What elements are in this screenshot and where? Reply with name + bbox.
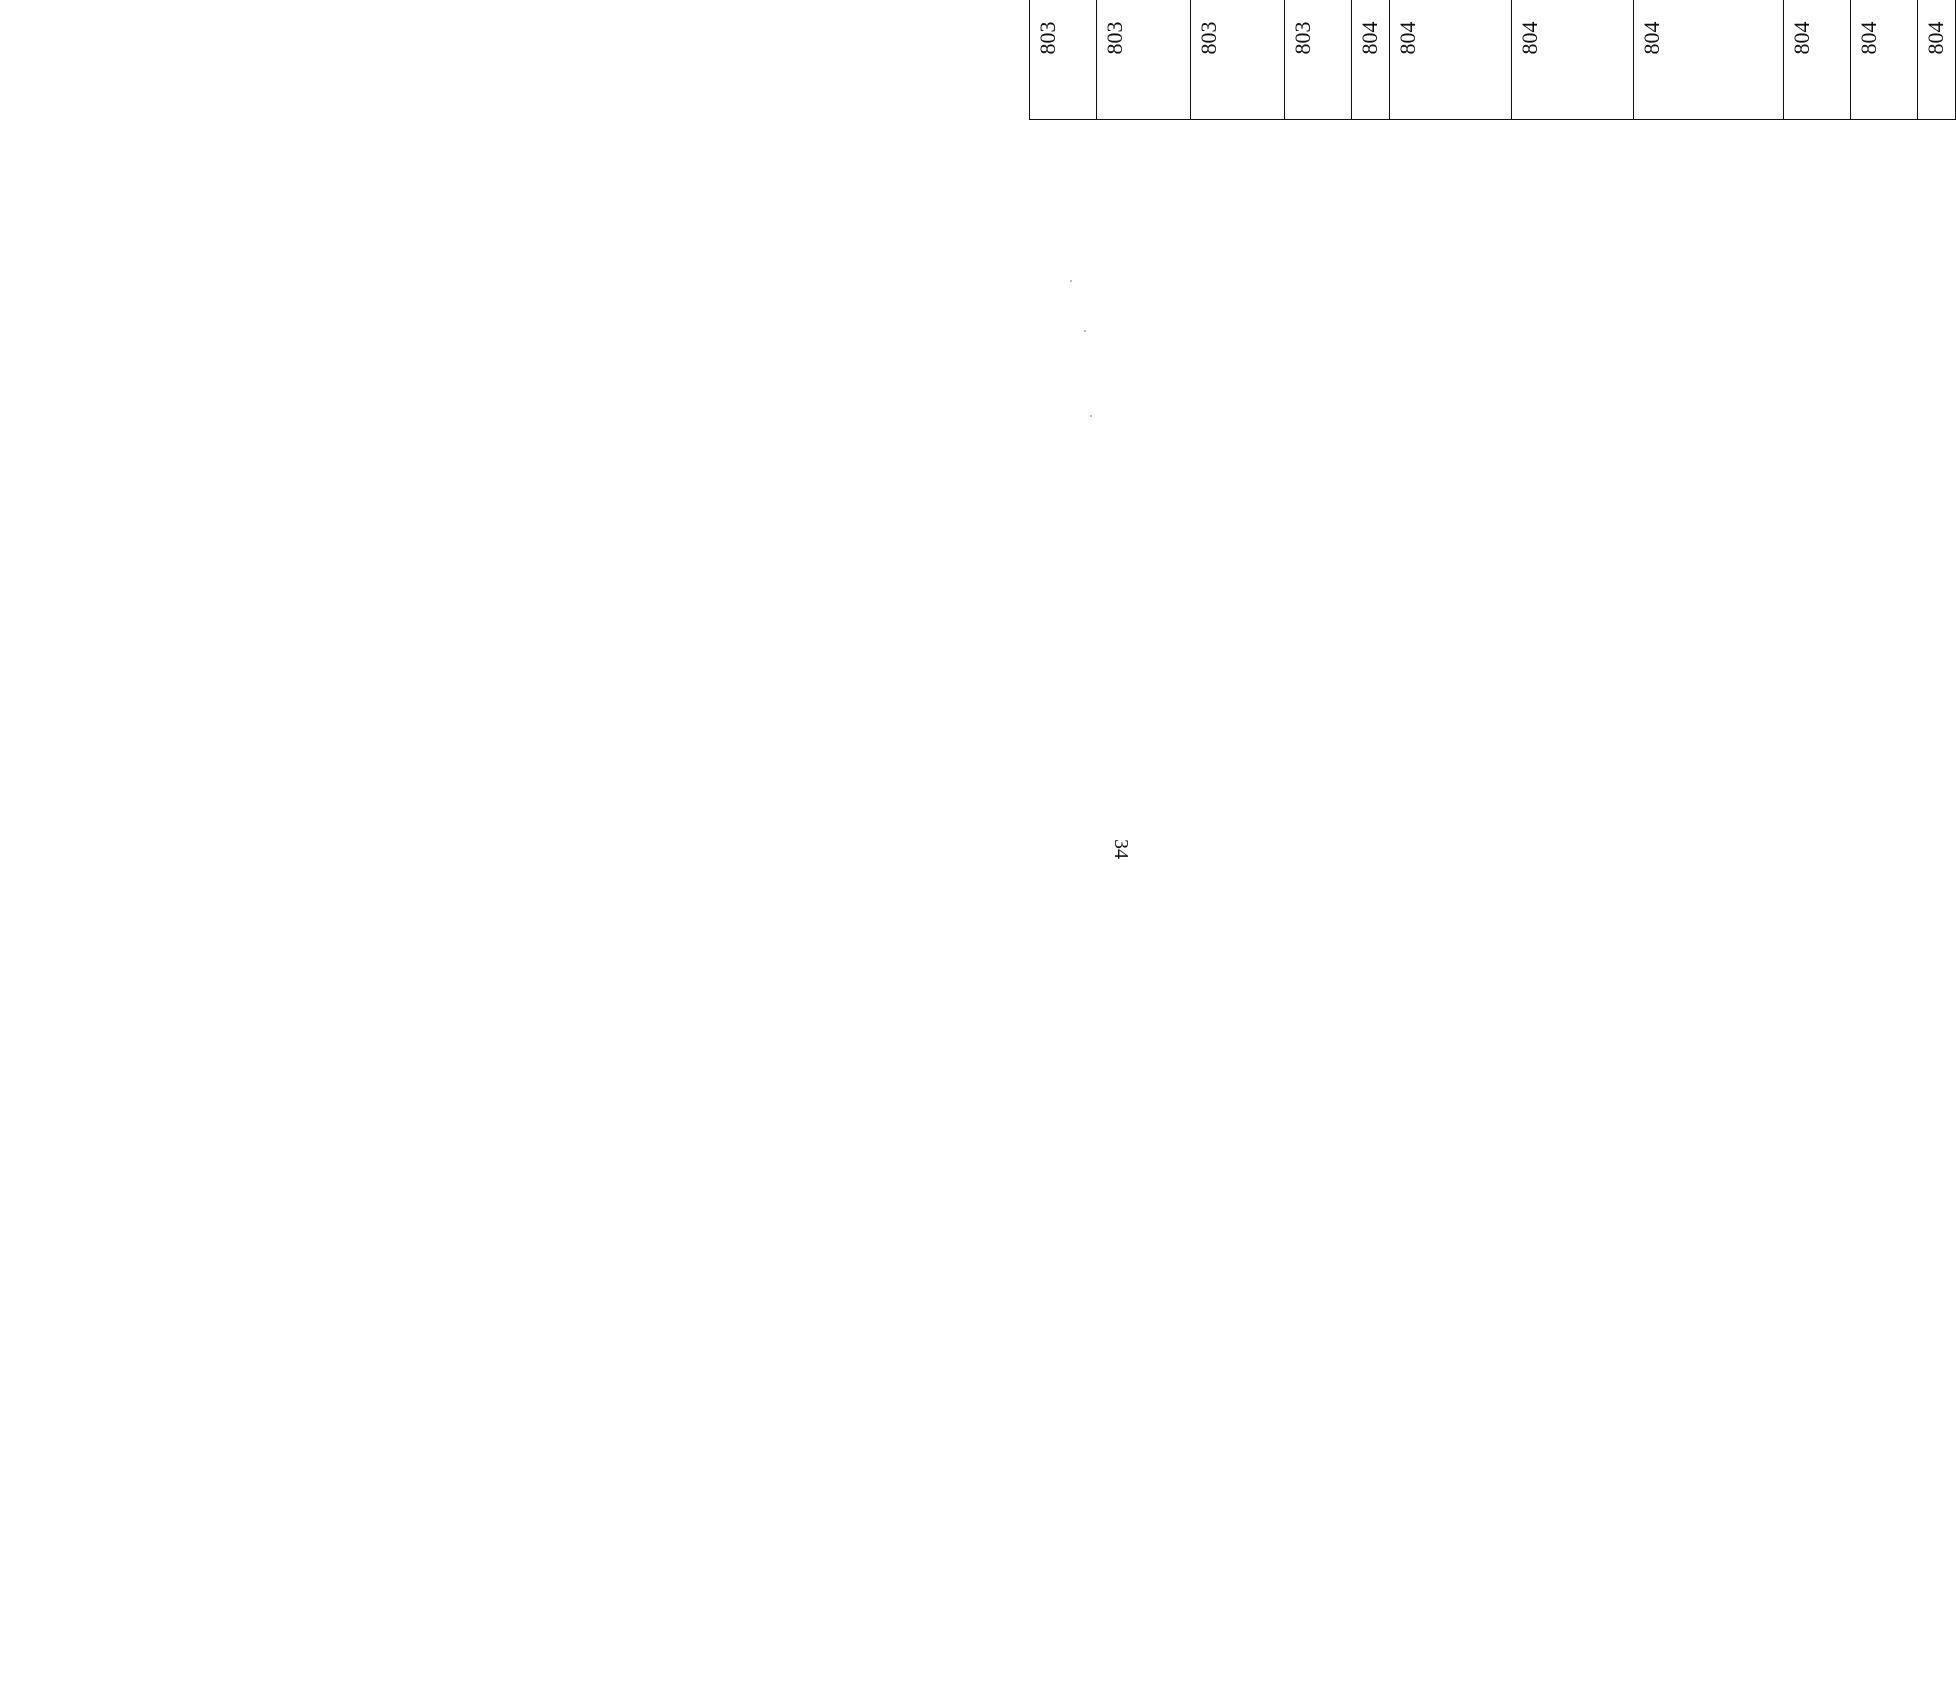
admin-code-cell: 804 [1634, 0, 1784, 120]
table-row [1512, 0, 1634, 120]
admin-code-cell: 804 [1918, 0, 1956, 120]
table-row [1097, 0, 1191, 120]
admin-code-cell: 804 [1352, 0, 1390, 120]
revenue-codes-table [1029, 0, 1956, 120]
admin-code-cell: 803 [1285, 0, 1352, 120]
table-row [1285, 0, 1352, 120]
page-content [1029, 0, 1948, 120]
table-row [1851, 0, 1918, 120]
admin-code-cell: 804 [1784, 0, 1851, 120]
section-header-row [1352, 0, 1390, 120]
table-row [1918, 0, 1956, 120]
admin-code-cell: 803 [1097, 0, 1191, 120]
table-row [1784, 0, 1851, 120]
admin-code-cell: 803 [1030, 0, 1097, 120]
table-row [1634, 0, 1784, 120]
admin-code-cell: 804 [1512, 0, 1634, 120]
page-number: 34 [1110, 839, 1133, 859]
scan-speck [1084, 330, 1086, 332]
rotated-page [1029, 0, 1948, 120]
scan-speck [1070, 280, 1072, 282]
admin-code-cell: 804 [1851, 0, 1918, 120]
table-row [1390, 0, 1512, 120]
admin-code-cell: 803 [1191, 0, 1285, 120]
admin-code-cell: 804 [1390, 0, 1512, 120]
scan-speck [1090, 415, 1092, 417]
table-row [1191, 0, 1285, 120]
table-row [1030, 0, 1097, 120]
